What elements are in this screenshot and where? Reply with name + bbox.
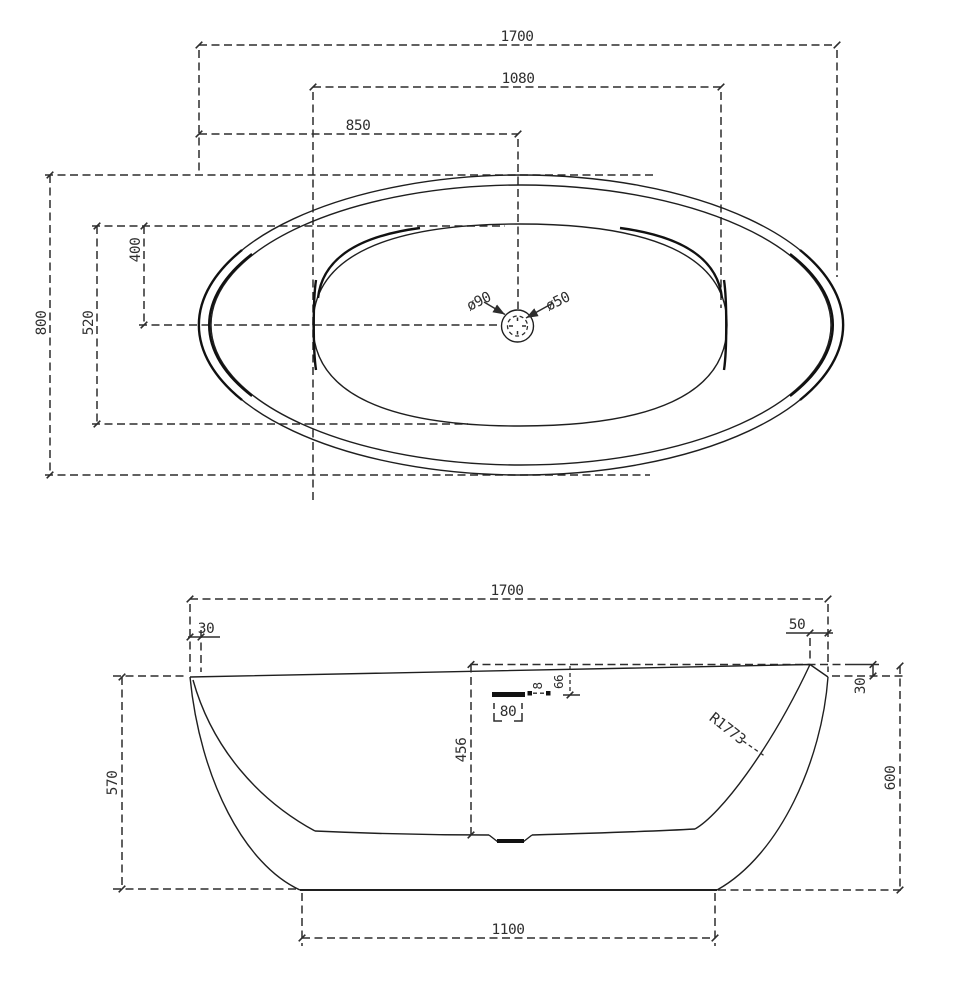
dim-side-overflow-height <box>528 682 551 695</box>
dim-side-overflow-drop <box>551 666 580 695</box>
dim-side-base-length <box>302 922 715 938</box>
dim-top-basin-width <box>81 226 97 424</box>
dim-label: 1080 <box>501 71 535 87</box>
dim-side-right-rim-offset <box>786 617 833 633</box>
arrow-square-left <box>528 691 533 696</box>
dim-label: 570 <box>105 770 121 796</box>
tub-basin-outline <box>313 224 727 426</box>
dim-drain-inner: ø50 <box>543 289 573 315</box>
drain-recess-fill <box>497 839 524 843</box>
overflow-slot <box>492 692 525 697</box>
dim-side-overflow-width <box>494 703 522 721</box>
dim-label: 30 <box>853 677 869 695</box>
dim-label: 1700 <box>500 29 534 45</box>
dim-side-right-rim-drop <box>845 665 879 695</box>
tub-left-outer-edge <box>190 677 300 890</box>
dim-side-height-right <box>883 666 900 890</box>
dim-label: 8 <box>530 682 545 690</box>
drain-symbol <box>464 289 572 342</box>
dim-label: 66 <box>551 674 566 690</box>
dim-label: 400 <box>128 237 144 263</box>
tub-left-inner-edge <box>193 680 315 831</box>
dim-label: 30 <box>197 621 215 637</box>
dim-top-center-offset <box>199 118 518 134</box>
dim-top-overall-length <box>199 29 837 45</box>
side-view-extension-lines <box>113 604 905 946</box>
tub-right-outer-edge <box>717 677 828 890</box>
tub-basin-floor <box>315 829 695 835</box>
arrow-square-right <box>546 691 551 696</box>
top-view <box>34 29 843 500</box>
dim-label: 50 <box>788 617 806 633</box>
dim-label: 520 <box>81 310 97 336</box>
dim-side-inner-depth <box>454 665 471 836</box>
dim-label: 600 <box>883 765 899 791</box>
dim-label: 80 <box>499 704 517 720</box>
basin-emphasis-arcs <box>314 228 727 370</box>
floor-drain-recess <box>489 835 532 843</box>
tub-rim-line <box>190 665 828 678</box>
dim-top-overall-width <box>34 175 50 475</box>
dim-top-basin-length <box>313 71 721 87</box>
dim-side-inner-radius <box>706 710 766 757</box>
dim-drain-outer: ø90 <box>464 289 494 315</box>
side-view <box>105 583 905 946</box>
dim-label: 1700 <box>490 583 524 599</box>
dim-label: R1773 <box>705 710 749 748</box>
dim-side-overall-length <box>190 583 828 599</box>
drain-cross-marks <box>509 318 526 335</box>
dim-side-height-left <box>105 677 122 889</box>
dim-label: 1100 <box>491 922 525 938</box>
dim-label: 456 <box>454 737 470 763</box>
dim-top-center-width-offset <box>128 226 144 325</box>
dim-label: 850 <box>345 118 371 134</box>
dim-label: 800 <box>34 310 50 336</box>
drain-outer-circle <box>502 310 534 342</box>
